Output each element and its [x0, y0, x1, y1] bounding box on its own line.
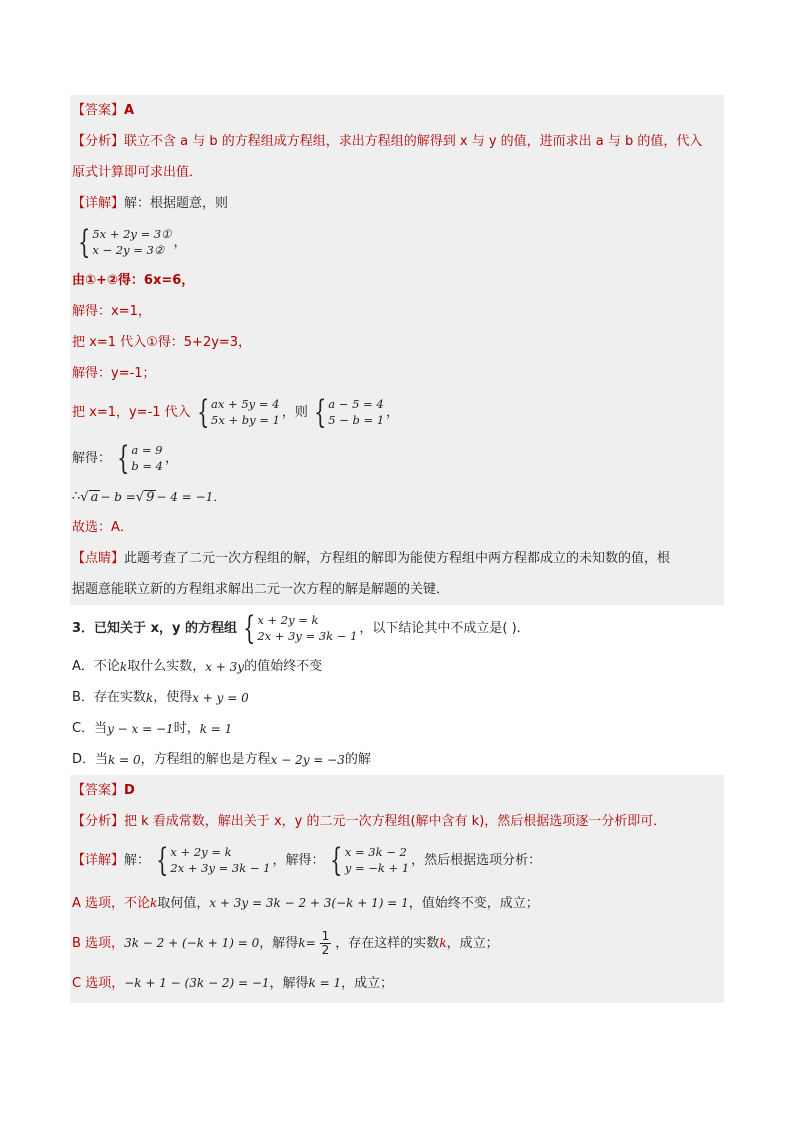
equation-system: [326, 840, 410, 879]
brace-symbol: {: [330, 840, 343, 879]
option-label: C 选项，: [72, 975, 125, 991]
q2-detail-line: [72, 188, 722, 219]
q2-step4: [72, 358, 722, 389]
analysis-tag: 【分析】: [72, 814, 125, 829]
equation-row: 2x + 3y = 3k − 1: [170, 861, 271, 875]
option-text: ，使得: [153, 690, 193, 705]
detail-text: ，解得: [269, 975, 309, 991]
math-expr: x + y = 0: [192, 690, 249, 705]
equation-row: 5 − b = 1: [328, 413, 385, 427]
q3-line-b: [72, 923, 722, 963]
q2-choose-line: [72, 512, 722, 543]
fraction: [320, 930, 332, 957]
comment-tag: 【点睛】: [72, 551, 125, 566]
option-text: B．存在实数: [72, 690, 146, 705]
equation-row: x + 2y = k: [170, 845, 232, 859]
radicand: 9: [146, 489, 155, 505]
q3-option-c: [72, 713, 722, 744]
step-text: 解得：y=-1；: [72, 366, 156, 381]
option-text: 的解: [344, 752, 371, 767]
q2-analysis-line1: [72, 126, 722, 157]
equation-row: x − 2y = 3②: [92, 243, 165, 257]
q3-stem: [72, 605, 722, 651]
math-var: k: [145, 690, 154, 705]
math-expr: y − x = −1: [107, 721, 174, 736]
step-text: 解得：: [72, 450, 112, 466]
q2-step1: [72, 265, 722, 296]
q2-step6: [72, 435, 722, 481]
math-text: =: [305, 936, 316, 950]
math-text: − b =: [100, 489, 136, 504]
math-expr: k = 1: [199, 721, 233, 736]
answer-tag: 【答案】: [72, 783, 125, 798]
choose-text: 故选：A．: [72, 520, 133, 535]
q3-line-c: [72, 963, 722, 1003]
equation-system: [239, 608, 358, 647]
sqrt-expression: √ a: [80, 489, 99, 505]
equation-row: ax + 5y = 4: [211, 397, 280, 411]
q2-analysis-line2: [72, 157, 722, 188]
option-label: B 选项，: [72, 935, 125, 951]
punctuation: ，: [173, 234, 187, 250]
brace-symbol: {: [313, 392, 327, 431]
math-expr: x − 2y = −3: [270, 752, 345, 767]
detail-text: ，存在这样的实数: [335, 935, 440, 951]
equation-row: a − 5 = 4: [328, 397, 384, 411]
math-var: k: [439, 936, 447, 950]
detail-text: ，成立；: [446, 935, 499, 951]
q2-system1-line: [72, 219, 722, 265]
math-expr: x + 3y: [205, 659, 245, 674]
math-text: − 4 = −1．: [156, 489, 226, 504]
option-text: ，方程组的解也是方程: [140, 752, 271, 767]
question-stem: 3．已知关于 x，y 的方程组: [72, 620, 237, 636]
equation-row: y = −k + 1: [344, 861, 410, 875]
q3-question-block: [70, 605, 724, 775]
step-text: 由①+②得：6x=6，: [72, 273, 195, 288]
equation-row: a = 9: [131, 443, 163, 457]
option-text: A．不论: [72, 659, 120, 674]
equation-row: 5x + by = 1: [211, 413, 280, 427]
question-stem-cont: ，以下结论其中不成立是( )．: [359, 620, 530, 636]
q2-comment-line2: [72, 574, 722, 605]
detail-text: ，解得：: [272, 852, 325, 868]
equation-system: [310, 392, 385, 431]
q3-answer-line: [72, 775, 722, 806]
equation-system: [113, 438, 163, 477]
analysis-text-cont: 原式计算即可求出值．: [72, 165, 203, 180]
document-page: [70, 95, 724, 1003]
q3-analysis-line: [72, 806, 722, 837]
therefore-symbol: ∴: [72, 489, 81, 504]
denominator: 2: [321, 942, 330, 957]
q3-option-d: [72, 744, 722, 775]
detail-text: ，值始终不变，成立；: [408, 895, 539, 911]
q3-option-a: [72, 651, 722, 682]
equation-row: 5x + 2y = 3①: [92, 227, 172, 241]
detail-text: 取何值，: [157, 895, 210, 911]
q2-step3: [72, 327, 722, 358]
equation-row: x + 2y = k: [257, 613, 319, 627]
option-text: 取什么实数，: [127, 659, 206, 674]
step-text: 把 x=1，y=-1 代入: [72, 404, 191, 420]
math-var: k: [298, 936, 306, 950]
answer-tag: 【答案】: [72, 103, 125, 118]
radicand: a: [90, 489, 99, 505]
detail-text: ，成立；: [341, 975, 394, 991]
option-text: 时，: [173, 721, 200, 736]
analysis-text: 联立不含 a 与 b 的方程组成方程组，求出方程组的解得到 x 与 y 的值，进而求出 a 与 b 的值，代入: [124, 134, 703, 149]
analysis-tag: 【分析】: [72, 134, 125, 149]
detail-intro: 解：根据题意，则: [124, 196, 229, 211]
q3-line-a: [72, 883, 722, 923]
brace-symbol: {: [117, 438, 130, 477]
q2-step2: [72, 296, 722, 327]
equation-row: 2x + 3y = 3k − 1: [257, 629, 358, 643]
q2-step7: [72, 481, 722, 512]
option-label: A 选项，不论: [72, 895, 151, 911]
step-text: ，则: [281, 404, 308, 420]
punctuation: ，: [165, 450, 179, 466]
q2-solution-block: [70, 95, 724, 605]
math-var: k: [150, 896, 158, 910]
brace-symbol: {: [196, 392, 209, 431]
detail-tag: 【详解】: [72, 852, 125, 868]
q3-solution-block: [70, 775, 724, 1003]
detail-text: 解：: [124, 852, 151, 868]
answer-value: A: [124, 103, 135, 118]
numerator: 1: [321, 928, 330, 943]
q3-option-b: [72, 682, 722, 713]
q3-detail-line: [72, 837, 722, 883]
equation-system: [193, 392, 280, 431]
brace-symbol: {: [78, 222, 91, 261]
detail-text: ，解得: [259, 935, 299, 951]
equation-row: b = 4: [131, 459, 163, 473]
q2-step5: [72, 389, 722, 435]
equation-row: x = 3k − 2: [344, 845, 407, 859]
detail-text: ，然后根据选项分析：: [411, 852, 542, 868]
comment-text: 此题考查了二元一次方程组的解，方程组的解即为能使方程组中两方程都成立的未知数的值，根: [124, 551, 671, 566]
comment-text-cont: 据题意能联立新的方程组求解出二元一次方程的解是解题的关键．: [72, 582, 450, 597]
equation-system: [152, 840, 271, 879]
sqrt-expression: √ 9: [135, 489, 155, 505]
math-expr: k = 0: [108, 752, 141, 767]
math-expr: −k + 1 − (3k − 2) = −1: [124, 976, 270, 990]
math-expr: 3k − 2 + (−k + 1) = 0: [124, 936, 260, 950]
punctuation: ，: [386, 404, 400, 420]
detail-tag: 【详解】: [72, 196, 125, 211]
step-text: 把 x=1 代入①得：5+2y=3，: [72, 335, 252, 350]
math-var: k: [119, 659, 128, 674]
math-expr: k = 1: [308, 976, 342, 990]
q2-comment-line1: [72, 543, 722, 574]
option-text: D．当: [72, 752, 109, 767]
answer-value: D: [124, 783, 135, 798]
equation-system: [74, 222, 172, 261]
option-text: 的值始终不变: [244, 659, 323, 674]
brace-symbol: {: [156, 840, 169, 879]
option-text: C．当: [72, 721, 108, 736]
q2-answer-line: [72, 95, 722, 126]
brace-symbol: {: [243, 608, 256, 647]
step-text: 解得：x=1，: [72, 304, 151, 319]
analysis-text: 把 k 看成常数，解出关于 x，y 的二元一次方程组(解中含有 k)，然后根据选项逐一分析即可．: [124, 814, 667, 829]
math-expr: x + 3y = 3k − 2 + 3(−k + 1) = 1: [209, 896, 409, 910]
